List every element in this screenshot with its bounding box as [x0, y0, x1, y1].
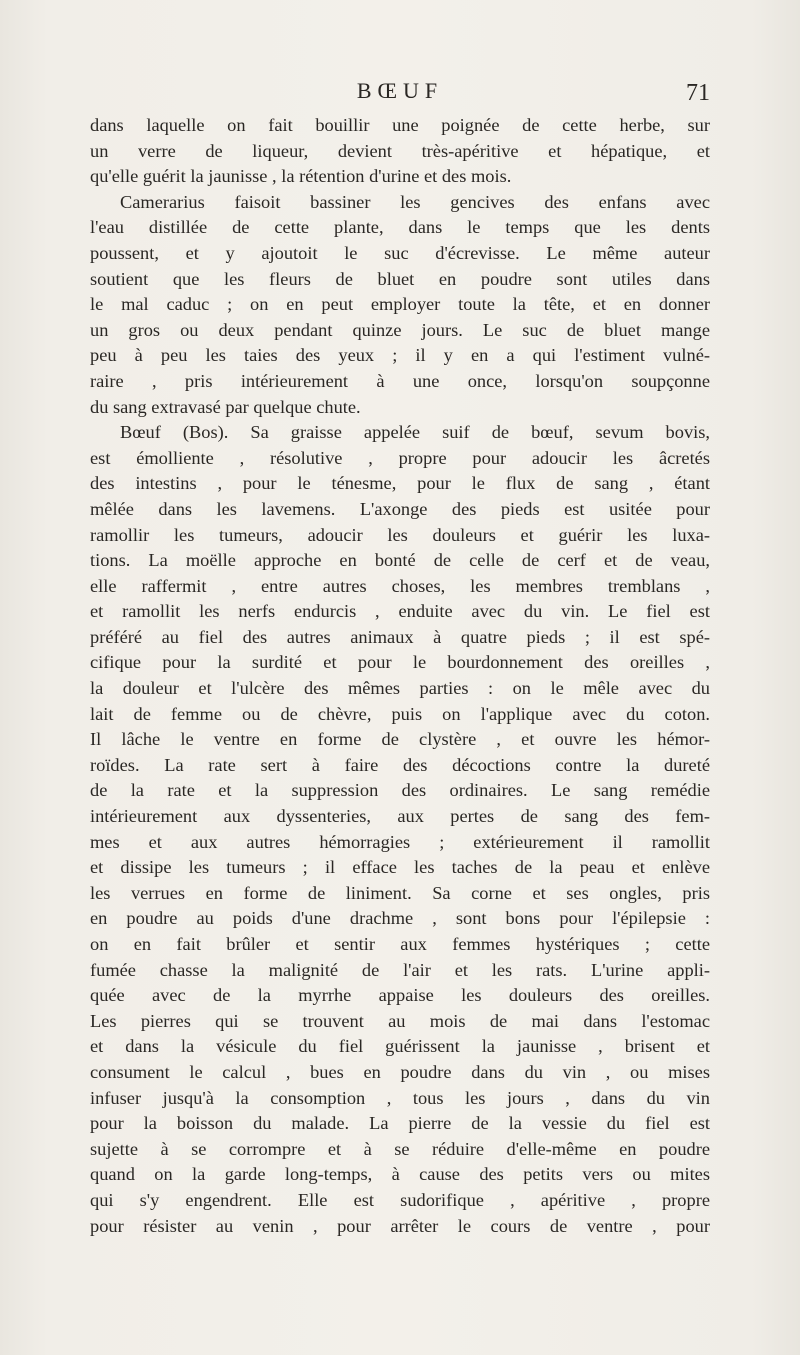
text-line: mes et aux autres hémorragies ; extérieurement il ramollit: [90, 831, 710, 852]
text-line: dans laquelle on fait bouillir une poignée de cette herbe, sur: [90, 115, 710, 135]
text-line: on en fait brûler et sentir aux femmes hystériques ; cette: [90, 934, 710, 954]
text-line: Camerarius faisoit bassiner les gencives des enfans avec: [120, 191, 710, 212]
text-line: tions. La moëlle approche en bonté de celle de cerf et de veau,: [90, 550, 710, 571]
page-header: [90, 78, 710, 118]
text-line: poussent, et y ajoutoit le suc d'écrevisse. Le même auteur: [90, 242, 710, 263]
text-line: sujette à se corrompre et à se réduire d'elle-même en poudre: [90, 1138, 710, 1159]
text-line: Les pierres qui se trouvent au mois de mai dans l'estomac: [90, 1010, 710, 1031]
text-line: lait de femme ou de chèvre, puis on l'applique avec du coton.: [90, 703, 710, 724]
text-line: et ramollit les nerfs endurcis , enduite avec du vin. Le fiel est: [90, 601, 710, 622]
text-line: pour la boisson du malade. La pierre de la vessie du fiel est: [90, 1113, 710, 1134]
text-line: intérieurement aux dyssenteries, aux pertes de sang des fem-: [90, 806, 710, 827]
text-line: roïdes. La rate sert à faire des décoctions contre la dureté: [90, 754, 710, 775]
text-line: mêlée dans les lavemens. L'axonge des pieds est usitée pour: [90, 498, 710, 519]
text-line: Il lâche le ventre en forme de clystère , et ouvre les hémor-: [90, 729, 710, 750]
text-line: elle raffermit , entre autres choses, les membres tremblans ,: [90, 575, 710, 596]
text-line: est émolliente , résolutive , propre pour adoucir les âcretés: [90, 447, 710, 468]
text-line: peu à peu les taies des yeux ; il y en a qui l'estiment vulné-: [90, 345, 710, 366]
text-line: qui s'y engendrent. Elle est sudorifique , apéritive , propre: [90, 1189, 710, 1210]
text-line: un gros ou deux pendant quinze jours. Le suc de bluet mange: [90, 319, 710, 340]
text-line: la douleur et l'ulcère des mêmes parties : on le mêle avec du: [90, 678, 710, 699]
text-line: quand on la garde long-temps, à cause des petits vers ou mites: [90, 1164, 710, 1185]
text-line: le mal caduc ; on en peut employer toute la tête, et en donner: [90, 294, 710, 315]
text-line: en poudre au poids d'une drachme , sont bons pour l'épilepsie :: [90, 908, 710, 929]
text-line: cifique pour la surdité et pour le bourdonnement des oreilles ,: [90, 652, 710, 673]
page-number: 71: [686, 80, 710, 106]
text-line: un verre de liqueur, devient très-apéritive et hépatique, et: [90, 140, 710, 161]
text-line: consument le calcul , bues en poudre dans du vin , ou mises: [90, 1061, 710, 1082]
text-line: fumée chasse la malignité de l'air et les rats. L'urine appli-: [90, 959, 710, 980]
running-head: BŒUF: [356, 78, 444, 103]
text-line: ramollir les tumeurs, adoucir les douleurs et guérir les luxa-: [90, 524, 710, 545]
text-line: préféré au fiel des autres animaux à quatre pieds ; il est spé-: [90, 626, 710, 647]
text-line: et dissipe les tumeurs ; il efface les taches de la peau et enlève: [90, 857, 710, 878]
text-line: pour résister au venin , pour arrêter le cours de ventre , pour: [90, 1215, 710, 1236]
text-line: l'eau distillée de cette plante, dans le temps que les dents: [90, 217, 710, 238]
text-line: Bœuf (Bos). Sa graisse appelée suif de bœuf, sevum bovis,: [120, 422, 710, 443]
text-line: du sang extravasé par quelque chute.: [90, 396, 361, 417]
text-line: et dans la vésicule du fiel guérissent la jaunisse , brisent et: [90, 1036, 710, 1057]
text-line: quée avec de la myrrhe appaise les douleurs des oreilles.: [90, 985, 710, 1006]
body-text: [90, 113, 710, 1239]
text-line: des intestins , pour le ténesme, pour le flux de sang , étant: [90, 473, 710, 494]
text-line: qu'elle guérit la jaunisse , la rétention d'urine et des mois.: [90, 166, 512, 187]
text-line: soutient que les fleurs de bluet en poudre sont utiles dans: [90, 268, 710, 289]
text-line: de la rate et la suppression des ordinaires. Le sang remédie: [90, 780, 710, 801]
text-line: infuser jusqu'à la consomption , tous les jours , dans du vin: [90, 1087, 710, 1108]
text-line: les verrues en forme de liniment. Sa corne et ses ongles, pris: [90, 882, 710, 903]
text-line: raire , pris intérieurement à une once, lorsqu'on soupçonne: [90, 370, 710, 391]
